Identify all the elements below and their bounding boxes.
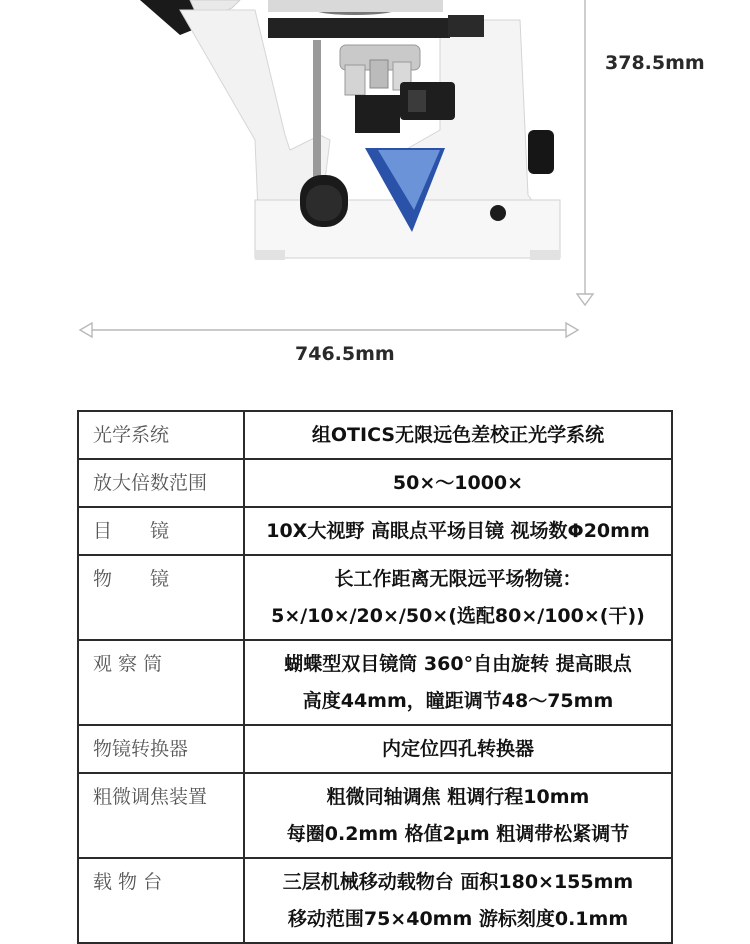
spec-value (244, 555, 672, 640)
height-label: 378.5mm (605, 52, 705, 74)
table-row (78, 858, 672, 943)
height-dimension-line (577, 0, 593, 305)
spec-value-line: 蝴蝶型双目镜筒 360°自由旋转 提高眼点 (284, 653, 632, 675)
width-dimension-line (80, 323, 578, 337)
spec-value-line: 10X大视野 高眼点平场目镜 视场数Φ20mm (266, 520, 650, 542)
focus-knob (300, 175, 348, 227)
spec-value (244, 858, 672, 943)
spec-value (244, 507, 672, 555)
spec-value-line: 内定位四孔转换器 (381, 738, 534, 760)
table-row (78, 640, 672, 725)
table-row (78, 725, 672, 773)
spec-value (244, 459, 672, 507)
width-label: 746.5mm (295, 343, 395, 365)
spec-key: 观 察 筒 (78, 640, 244, 725)
spec-key: 目 镜 (78, 507, 244, 555)
spec-value-line: 长工作距离无限远平场物镜： (334, 568, 582, 590)
spec-value-line: 高度44mm，瞳距调节48～75mm (302, 690, 614, 712)
spec-key: 物镜转换器 (78, 725, 244, 773)
light-module (400, 82, 455, 120)
spec-value-line: 50×～1000× (392, 472, 524, 494)
table-row (78, 507, 672, 555)
support-rod (313, 40, 321, 180)
spec-value-line: 5×/10×/20×/50×(选配80×/100×(干)) (271, 605, 645, 627)
spec-value-line: 粗微同轴调焦 粗调行程10mm (326, 786, 590, 808)
table-row (78, 555, 672, 640)
spec-value (244, 773, 672, 858)
spec-value-line: 组OTICS无限远色差校正光学系统 (311, 424, 605, 446)
spec-key: 粗微调焦装置 (78, 773, 244, 858)
spec-value-line: 每圈0.2mm 格值2μm 粗调带松紧调节 (286, 823, 630, 845)
table-row (78, 773, 672, 858)
spec-key: 光学系统 (78, 411, 244, 459)
side-knob (528, 130, 554, 174)
spec-key: 放大倍数范围 (78, 459, 244, 507)
table-row (78, 411, 672, 459)
spec-value-line: 移动范围75×40mm 游标刻度0.1mm (287, 908, 629, 930)
power-button-graphic (490, 205, 506, 221)
spec-table (77, 410, 673, 944)
spec-key: 载 物 台 (78, 858, 244, 943)
spec-value (244, 640, 672, 725)
spec-value (244, 725, 672, 773)
spec-key: 物 镜 (78, 555, 244, 640)
stage (268, 0, 484, 38)
table-row (78, 459, 672, 507)
spec-value-line: 三层机械移动载物台 面积180×155mm (282, 871, 634, 893)
spec-value (244, 411, 672, 459)
